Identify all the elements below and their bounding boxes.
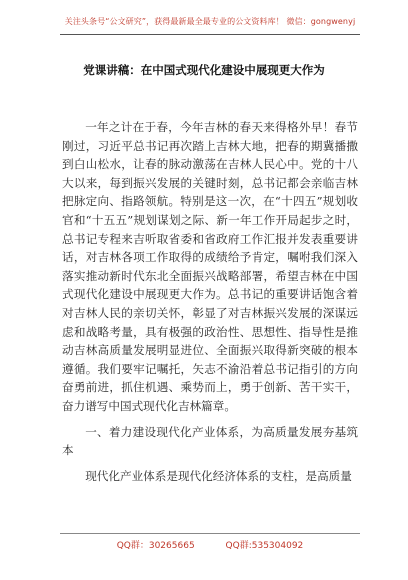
header-promo-text: 关注头条号“公文研究”，获得最新最全最专业的公文资料库！ 微信：gongwenyj bbox=[64, 17, 356, 26]
body-paragraph: 一年之计在于春，今年吉林的春天来得格外早！春节刚过，习近平总书记再次踏上吉林大地，把春的期冀播撒到白山松水，让春的脉动激荡在吉林人民心中。党的十八大以来，每到振兴发展的关键时刻，总书记都会亲临吉林把脉定向、指路领航。特别是这一次，在“十四五”规划收官和“十五五”规划谋划之际、新一年工作开局起步之时，总书记专程来吉听取省委和省政府工作汇报并发表重要讲话，对吉林各项工作取得的成绩给予肯定，嘱咐我们深入落实推动新时代东北全面振兴战略部署，希望吉林在中国式现代化建设中展现更大作为。总书记的重要讲话饱含着对吉林人民的亲切关怀，彰显了对吉林振兴发展的深谋远虑和战略考量，具有极强的政治性、思想性、指导性是推动吉林高质量发展明显进位、全面振兴取得新突破的根本遵循。我们要牢记嘱托，矢志不渝沿着总书记指引的方向奋勇前进，抓住机遇、乘势而上，勇于创新、苦干实干，奋力谱写中国式现代化吉林篇章。 bbox=[62, 120, 358, 413]
header-divider bbox=[60, 34, 360, 35]
document-title: 党课讲稿：在中国式现代化建设中展现更大作为 bbox=[83, 63, 325, 77]
footer-qq-group-1: QQ群：30265665 bbox=[116, 541, 195, 551]
footer-divider bbox=[60, 533, 360, 534]
footer-contact bbox=[60, 538, 360, 551]
body-paragraph: 现代化产业体系是现代化经济体系的支柱，是高质量 bbox=[85, 468, 352, 483]
section-heading: 一、着力建设现代化产业体系，为高质量发展夯基筑本 bbox=[62, 424, 358, 458]
footer-qq-group-2: QQ群:535304092 bbox=[225, 541, 304, 551]
document-body bbox=[62, 118, 358, 485]
